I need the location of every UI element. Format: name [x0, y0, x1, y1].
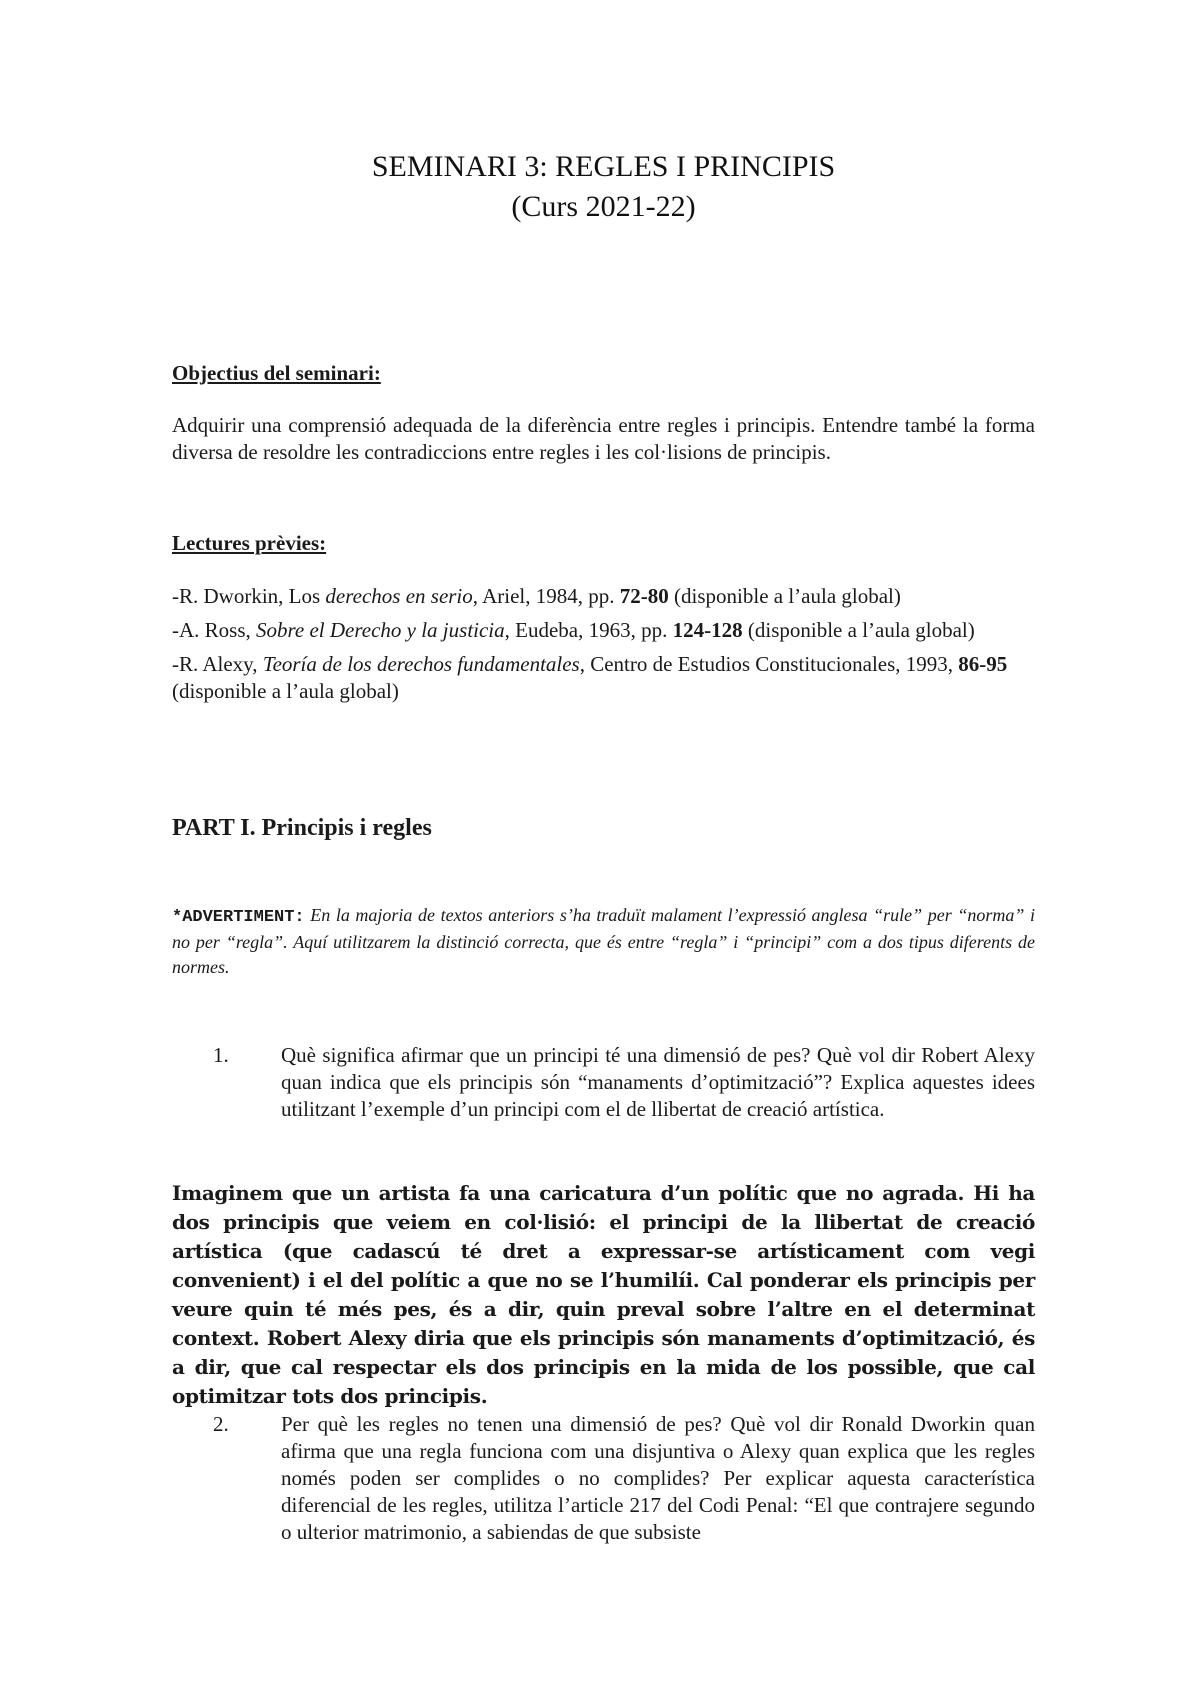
readings-heading-text: Lectures prèvies:	[172, 531, 327, 555]
part-heading: PART I. Principis i regles	[172, 815, 432, 841]
question-text: Què significa afirmar que un principi té una dimensió de pes? Què vol dir Robert Alexy quan indica que els principis són “manaments d’optimització”? Explica aquestes idees utilitzant l’exemple d’un principi com el de llibertat de creació artística.	[281, 1043, 1035, 1121]
reading-item	[172, 617, 1035, 644]
reading-item	[172, 651, 1035, 705]
reading-availability: (disponible a l’aula global)	[668, 584, 901, 608]
reading-publisher: , Centro de Estudios Constitucionales, 1993,	[579, 652, 959, 676]
reading-publisher: , Ariel, 1984, pp.	[472, 584, 620, 608]
question-number: 1.	[213, 1043, 229, 1067]
reading-pages: 124-128	[672, 618, 743, 642]
question-text: Per què les regles no tenen una dimensió de pes? Què vol dir Ronald Dworkin quan afirma que una regla funciona com una disjuntiva o Alexy quan explica que les regles només poden ser complides o no complides? Per explicar aquesta característica diferencial de les regles, utilitza l’article 217 del Codi Penal: “El que contrajere segundo o ulterior matrimonio, a sabiendas de que subsiste	[281, 1412, 1035, 1544]
reading-pages: 72-80	[619, 584, 669, 608]
reading-author: -R. Alexy,	[172, 652, 263, 676]
reading-author: -A. Ross,	[172, 618, 257, 642]
objectives-paragraph: Adquirir una comprensió adequada de la diferència entre regles i principis. Entendre també la forma diversa de resoldre les contradiccions entre regles i les col·lisions de principis.	[172, 413, 1035, 464]
reading-title: derechos en serio	[325, 584, 473, 608]
readings-list	[172, 583, 1035, 712]
reading-pages: 86-95	[958, 652, 1008, 676]
objectives-heading-text: Objectius del seminari:	[172, 361, 381, 385]
document-title: SEMINARI 3: REGLES I PRINCIPIS	[371, 150, 836, 183]
warning-note	[172, 903, 1035, 980]
objectives-heading	[172, 360, 1035, 387]
reading-availability: (disponible a l’aula global)	[742, 618, 975, 642]
readings-heading	[172, 530, 1035, 557]
document-subtitle: (Curs 2021-22)	[511, 190, 696, 223]
reading-publisher: , Eudeba, 1963, pp.	[504, 618, 673, 642]
answer-paragraph: Imaginem que un artista fa una caricatura d’un polític que no agrada. Hi ha dos principis que veiem en col·lisió: el principi de la llibertat de creació artística (que cadascú té dret a expressar-se artísticament com vegi convenient) i el del polític a que no se l’humilíi. Cal ponderar els principis per veure quin té més pes, és a dir, quin preval sobre l’altre en el determinat context. Robert Alexy diria que els principis són manaments d’optimització, és a dir, que cal respectar els dos principis en la mida de los possible, que cal optimitzar tots dos principis.	[172, 1181, 1035, 1408]
reading-availability: (disponible a l’aula global)	[172, 679, 399, 703]
question-item	[206, 1411, 1035, 1546]
reading-title: Sobre el Derecho y la justicia	[256, 618, 505, 642]
question-item	[206, 1042, 1035, 1123]
reading-title: Teoría de los derechos fundamentales	[262, 652, 580, 676]
reading-item	[172, 583, 1035, 610]
warning-body: En la majoria de textos anteriors s’ha traduït malament l’expressió anglesa “rule” per “norma” i no per “regla”. Aquí utilitzarem la distinció correcta, que és entre “regla” i “principi” com a dos tipus diferents de normes.	[172, 905, 1035, 977]
warning-lead: *ADVERTIMENT:	[172, 908, 305, 927]
question-number: 2.	[213, 1412, 229, 1436]
reading-author: -R. Dworkin, Los	[172, 584, 326, 608]
